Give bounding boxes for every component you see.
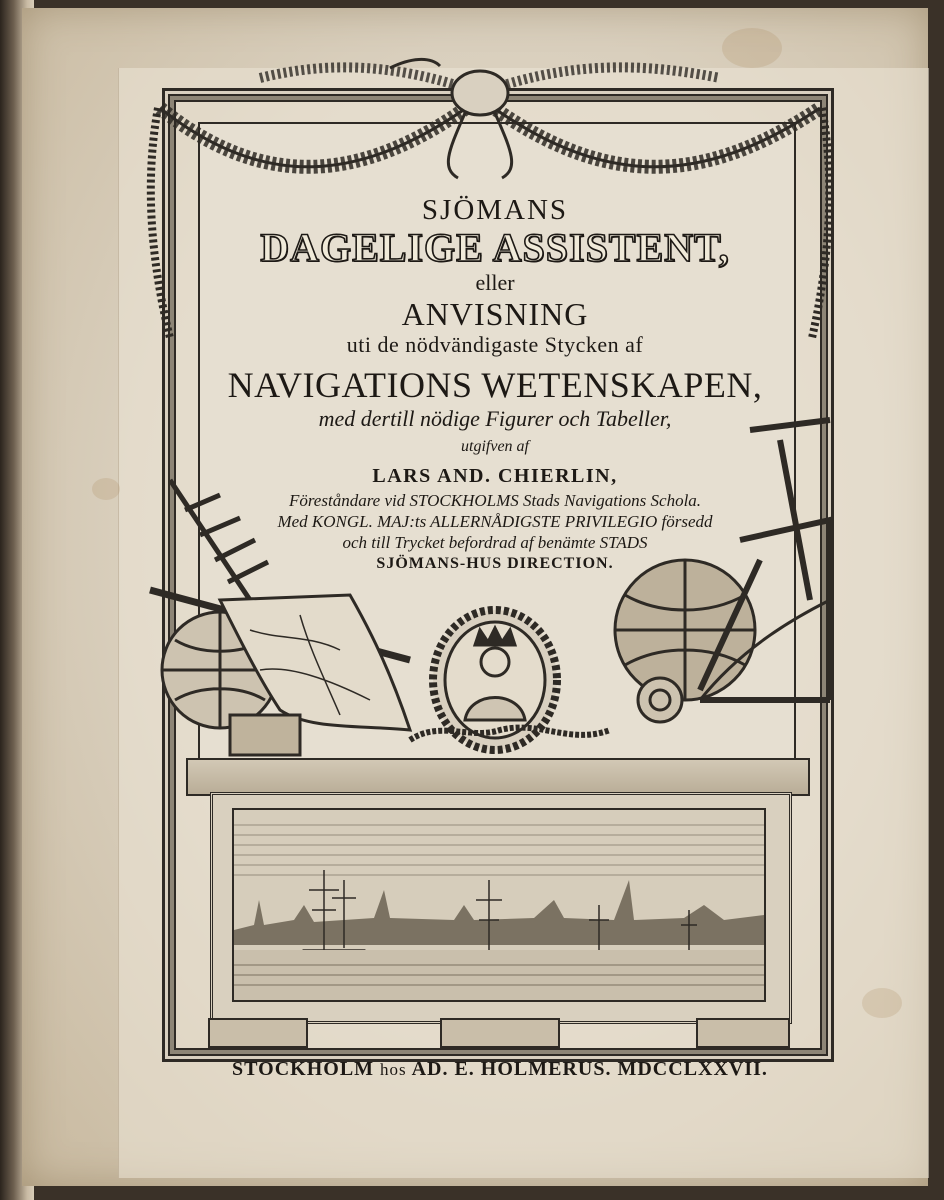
- privilege-line: Med KONGL. MAJ:ts ALLERNÅDIGSTE PRIVILEGIO försedd: [277, 512, 713, 531]
- title-line-utgifven: utgifven af: [461, 438, 529, 455]
- author-title: Föreståndare vid STOCKHOLMS Stads Navigations Schola.: [288, 491, 702, 510]
- title-line-uti: uti de nödvändigaste Stycken af: [346, 332, 644, 357]
- base-step-right: [696, 1018, 790, 1048]
- title-line-anvisning: ANVISNING: [401, 296, 589, 332]
- imprint-hos: hos: [380, 1060, 407, 1079]
- base-step-left: [208, 1018, 308, 1048]
- imprint-printer: AD. E. HOLMERUS.: [411, 1058, 612, 1080]
- foxing-spot: [92, 478, 120, 500]
- imprint-line: [180, 1058, 820, 1081]
- publisher-line: och till Trycket befordrad af benämte STADS: [342, 533, 648, 552]
- title-line-navigations: NAVIGATIONS WETENSKAPEN,: [227, 365, 763, 405]
- title-line-sjomans: SJÖMANS: [421, 194, 569, 226]
- title-line-dagelige-assistent: DAGELIGE ASSISTENT,: [260, 225, 730, 270]
- harbor-view-engraving: [232, 808, 766, 1002]
- author-name: LARS AND. CHIERLIN,: [372, 465, 618, 487]
- base-step-center: [440, 1018, 560, 1048]
- imprint-year: MDCCLXXVII.: [617, 1058, 768, 1080]
- pedestal-slab: [186, 758, 810, 796]
- foxing-spot: [862, 988, 902, 1018]
- title-line-figurer: med dertill nödige Figurer och Tabeller,: [318, 406, 672, 431]
- imprint-city: STOCKHOLM: [232, 1058, 375, 1080]
- direction-line: SJÖMANS-HUS DIRECTION.: [376, 555, 614, 572]
- title-line-eller: eller: [475, 270, 515, 295]
- instruments-vignette: [140, 400, 840, 770]
